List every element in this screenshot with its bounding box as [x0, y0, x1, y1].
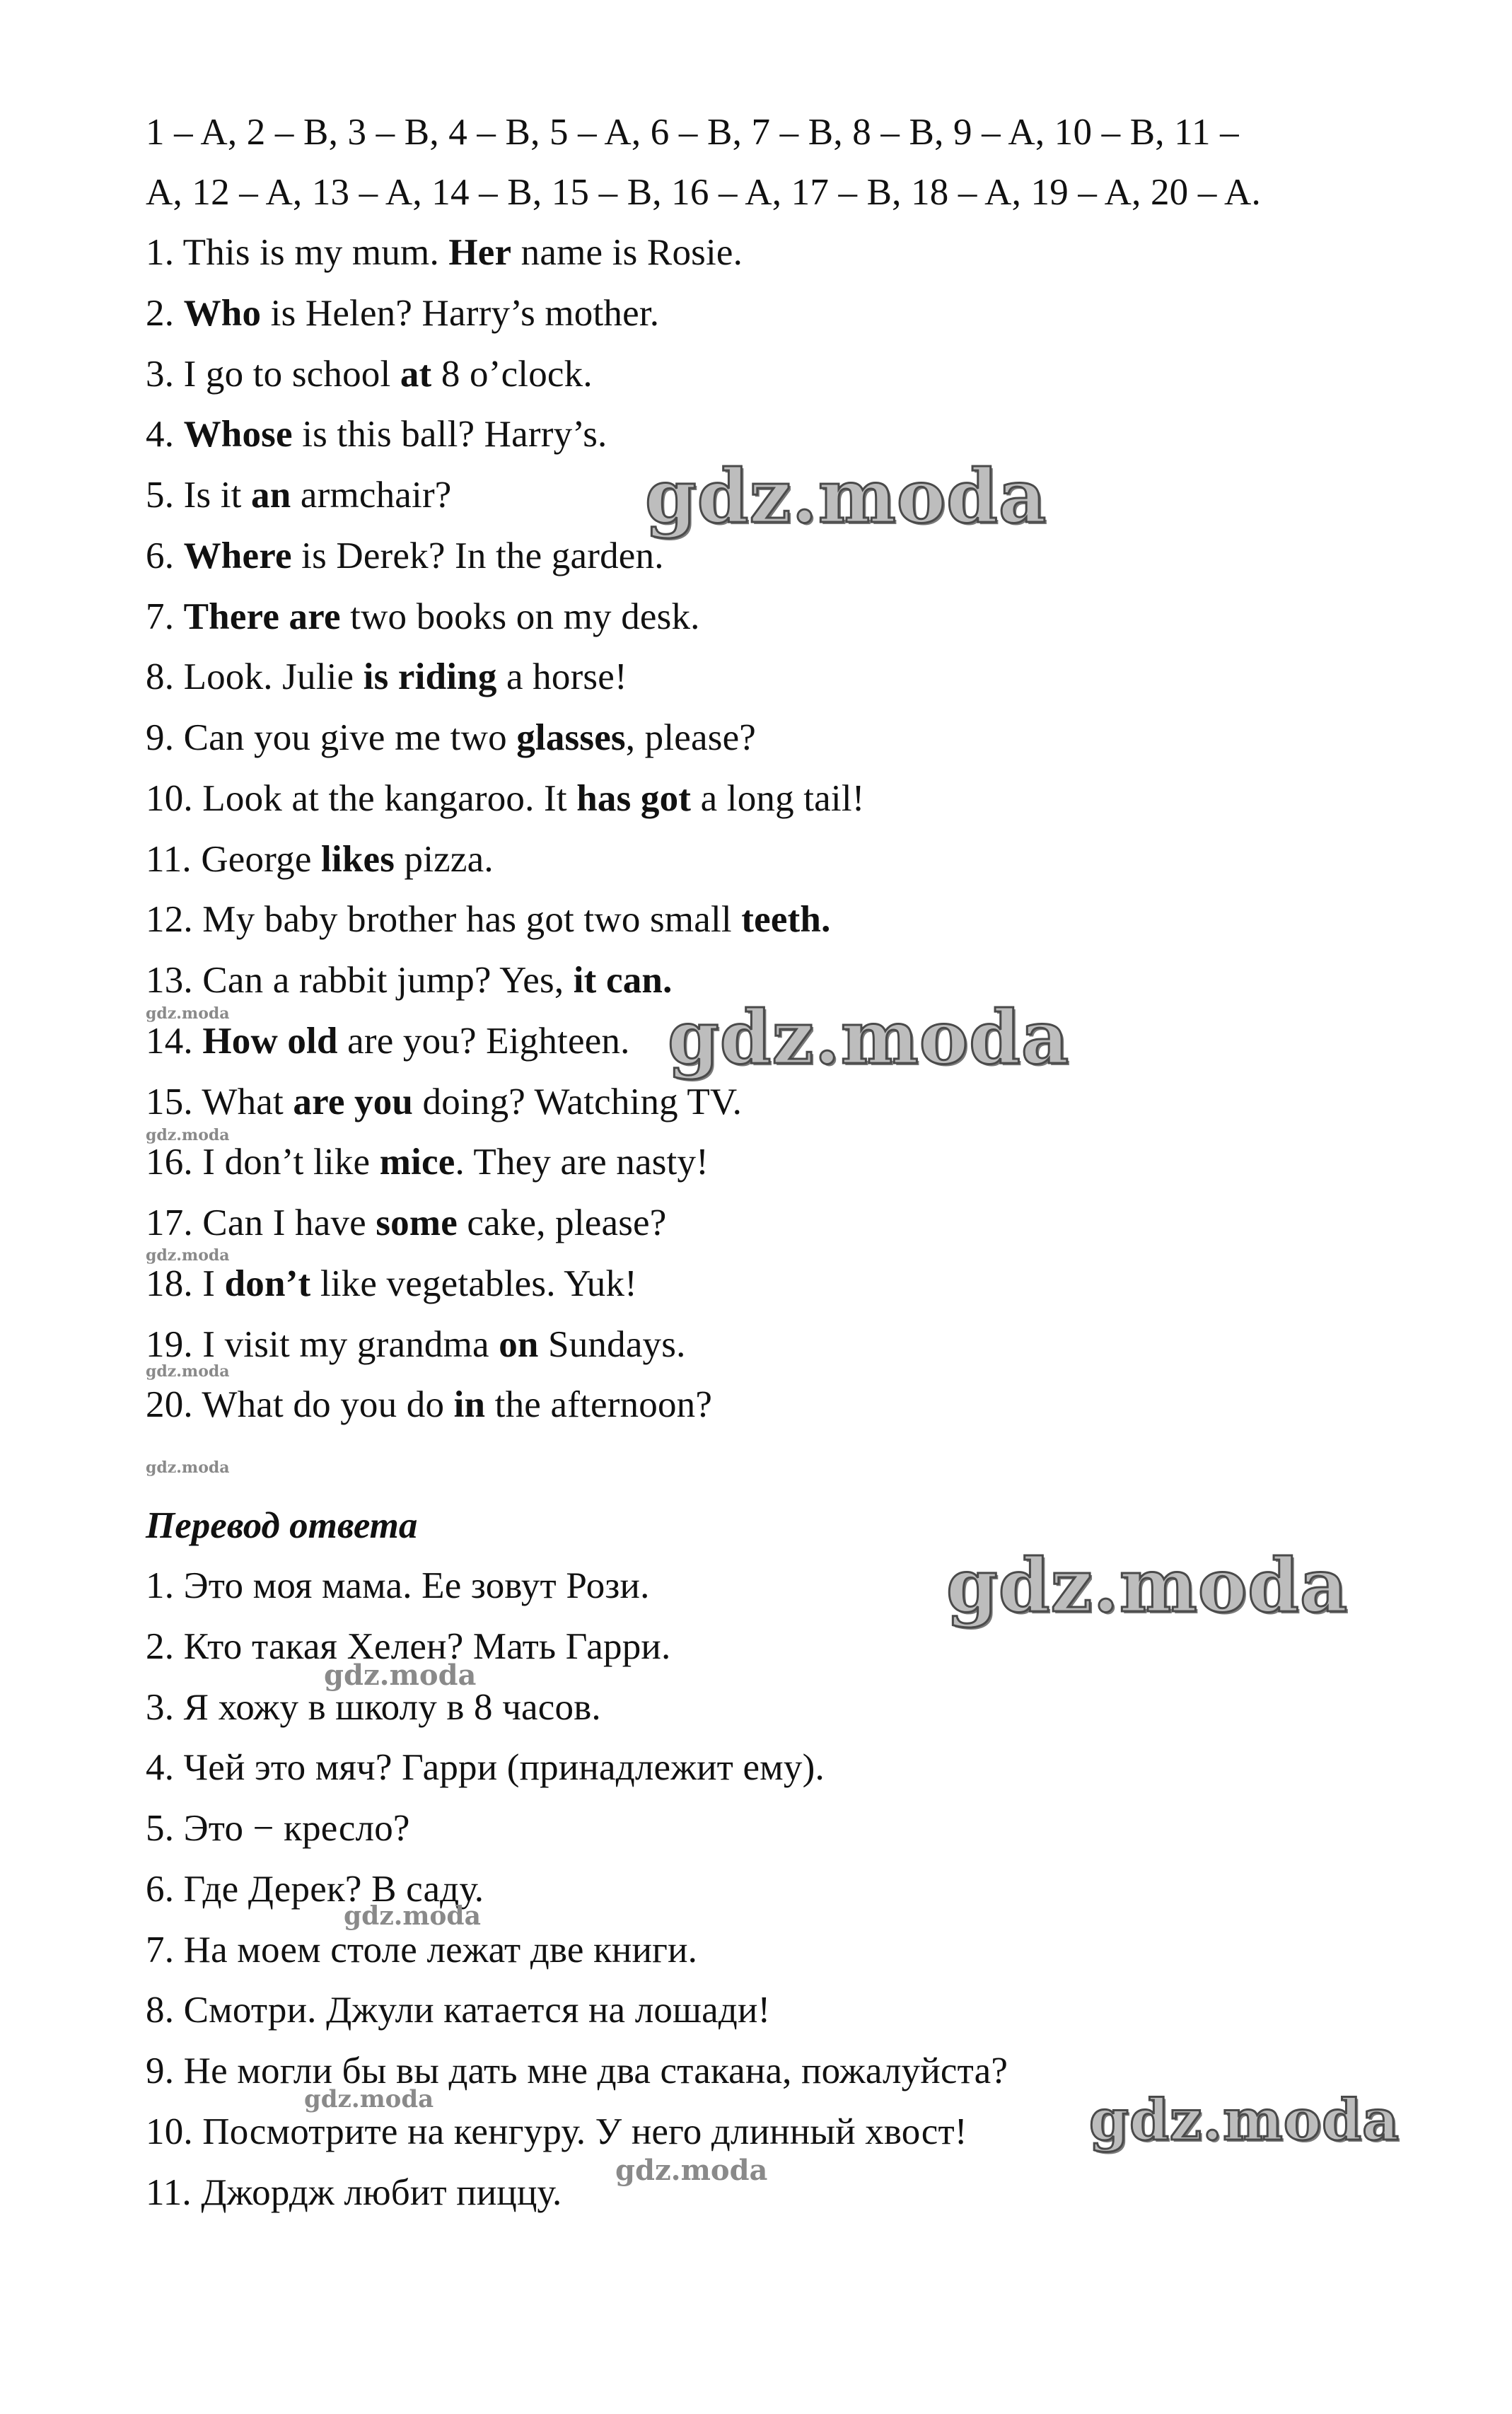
sentence-13: 13. Can a rabbit jump? Yes, it can.: [146, 960, 673, 1001]
sentence-11: 11. George likes pizza.: [146, 839, 494, 880]
sentence-4: 4. Whose is this ball? Harry’s.: [146, 414, 607, 455]
watermark-small: gdz.moda: [146, 1126, 230, 1144]
sentence-10: 10. Look at the kangaroo. It has got a long tail!: [146, 778, 865, 819]
sentence-3: 3. I go to school at 8 o’clock.: [146, 354, 593, 395]
sentence-7: 7. There are two books on my desk.: [146, 596, 700, 637]
watermark-small: gdz.moda: [146, 1458, 230, 1477]
sentence-19: 19. I visit my grandma on Sundays.: [146, 1324, 686, 1365]
translation-line-3: 3. Я хожу в школу в 8 часов.: [146, 1687, 601, 1728]
sentence-8: 8. Look. Julie is riding a horse!: [146, 656, 627, 697]
watermark-small: gdz.moda: [146, 1004, 230, 1023]
watermark-small: gdz.moda: [324, 1659, 477, 1692]
translation-line-7: 7. На моем столе лежат две книги.: [146, 1930, 698, 1971]
sentence-12: 12. My baby brother has got two small teeth.: [146, 899, 831, 940]
sentence-16: 16. I don’t like mice. They are nasty!: [146, 1142, 709, 1183]
sentence-18: 18. I don’t like vegetables. Yuk!: [146, 1263, 638, 1304]
watermark-small: gdz.moda: [146, 1362, 230, 1381]
sentence-20: 20. What do you do in the afternoon?: [146, 1384, 713, 1425]
sentence-1: 1. This is my mum. Her name is Rosie.: [146, 232, 743, 273]
watermark-small: gdz.moda: [615, 2154, 768, 2187]
sentence-2: 2. Who is Helen? Harry’s mother.: [146, 293, 660, 334]
translation-line-10: 10. Посмотрите на кенгуру. У него длинный хвост!: [146, 2111, 967, 2152]
translation-line-9: 9. Не могли бы вы дать мне два стакана, пожалуйста?: [146, 2050, 1008, 2091]
sentence-15: 15. What are you doing? Watching TV.: [146, 1081, 743, 1122]
watermark-logo: gdz.moda: [946, 1542, 1349, 1629]
translation-line-4: 4. Чей это мяч? Гарри (принадлежит ему).: [146, 1747, 825, 1788]
watermark-logo: gdz.moda: [668, 994, 1070, 1081]
translation-heading: Перевод ответа: [146, 1505, 418, 1546]
sentence-14: 14. How old are you? Eighteen.: [146, 1021, 630, 1062]
answer-key-line-2: A, 12 – A, 13 – A, 14 – B, 15 – B, 16 – A, 17 – B, 18 – A, 19 – A, 20 – A.: [146, 172, 1261, 213]
sentence-6: 6. Where is Derek? In the garden.: [146, 535, 664, 576]
watermark-small: gdz.moda: [304, 2085, 434, 2113]
watermark-logo: gdz.moda: [645, 453, 1047, 540]
watermark-small: gdz.moda: [344, 1901, 481, 1931]
sentence-17: 17. Can I have some cake, please?: [146, 1202, 667, 1243]
translation-line-5: 5. Это − кресло?: [146, 1808, 410, 1849]
translation-line-6: 6. Где Дерек? В саду.: [146, 1869, 484, 1910]
translation-line-2: 2. Кто такая Хелен? Мать Гарри.: [146, 1626, 671, 1667]
sentence-5: 5. Is it an armchair?: [146, 475, 452, 516]
sentence-9: 9. Can you give me two glasses, please?: [146, 717, 757, 758]
watermark-logo: gdz.moda: [1089, 2087, 1400, 2153]
answer-key-line-1: 1 – A, 2 – B, 3 – B, 4 – B, 5 – A, 6 – B, 7 – B, 8 – B, 9 – A, 10 – B, 11 –: [146, 112, 1239, 153]
translation-line-1: 1. Это моя мама. Ее зовут Рози.: [146, 1565, 650, 1606]
watermark-small: gdz.moda: [146, 1246, 230, 1265]
translation-line-11: 11. Джордж любит пиццу.: [146, 2172, 562, 2213]
translation-line-8: 8. Смотри. Джули катается на лошади!: [146, 1990, 771, 2031]
